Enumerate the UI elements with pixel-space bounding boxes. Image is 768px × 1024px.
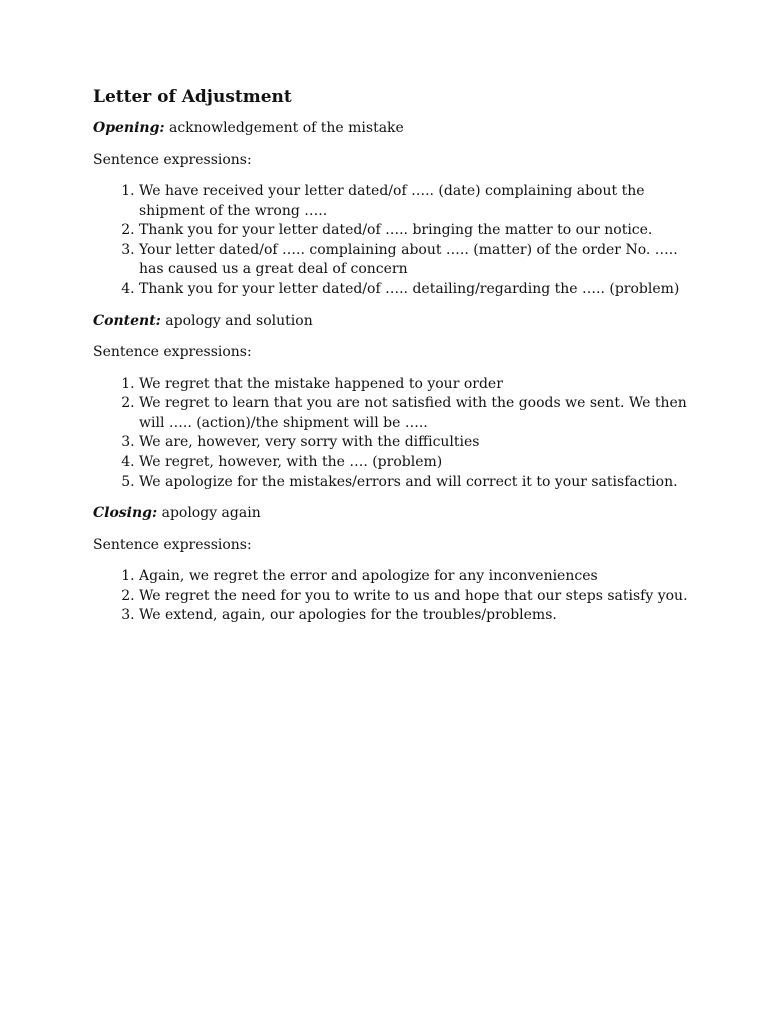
list-item: 1. Again, we regret the error and apologize for any inconveniences bbox=[139, 567, 693, 587]
opening-section bbox=[93, 119, 693, 300]
list-item: 1. We regret that the mistake happened to your order bbox=[139, 375, 693, 395]
opening-expressions-label: Sentence expressions: bbox=[93, 151, 252, 168]
document-page bbox=[93, 86, 693, 638]
closing-expression-list bbox=[93, 567, 693, 626]
list-item: 1. We have received your letter dated/of ….. (date) complaining about the shipment of the wrong ….. bbox=[139, 182, 693, 221]
closing-description: apology again bbox=[157, 505, 261, 522]
content-heading bbox=[93, 312, 693, 332]
content-expression-list bbox=[93, 375, 693, 493]
list-item: 3. Your letter dated/of ….. complaining about ….. (matter) of the order No. ….. has caused us a great deal of concern bbox=[139, 241, 693, 280]
content-label: Content: bbox=[93, 312, 161, 329]
content-description: apology and solution bbox=[160, 312, 313, 329]
content-expressions-label: Sentence expressions: bbox=[93, 344, 252, 361]
list-item: 2. We regret the need for you to write to us and hope that our steps satisfy you. bbox=[139, 587, 693, 607]
closing-expressions-label: Sentence expressions: bbox=[93, 536, 252, 553]
list-item: 2. We regret to learn that you are not satisfied with the goods we sent. We then will ….. (action)/the shipment will be ….. bbox=[139, 394, 693, 433]
list-item: 2. Thank you for your letter dated/of ….. bringing the matter to our notice. bbox=[139, 221, 693, 241]
opening-description: acknowledgement of the mistake bbox=[164, 120, 404, 136]
list-item: 4. Thank you for your letter dated/of ….. detailing/regarding the ….. (problem) bbox=[139, 280, 693, 300]
closing-label: Closing: bbox=[93, 505, 158, 522]
list-item: 5. We apologize for the mistakes/errors and will correct it to your satisfaction. bbox=[139, 473, 693, 493]
closing-section bbox=[93, 504, 693, 626]
closing-heading bbox=[93, 504, 693, 524]
opening-expression-list bbox=[93, 182, 693, 300]
opening-heading bbox=[93, 119, 693, 139]
list-item: 3. We are, however, very sorry with the difficulties bbox=[139, 433, 693, 453]
content-section bbox=[93, 312, 693, 493]
list-item: 3. We extend, again, our apologies for the troubles/problems. bbox=[139, 606, 693, 626]
page-title: Letter of Adjustment bbox=[93, 87, 292, 107]
list-item: 4. We regret, however, with the …. (problem) bbox=[139, 453, 693, 473]
opening-label: Opening: bbox=[93, 120, 165, 136]
